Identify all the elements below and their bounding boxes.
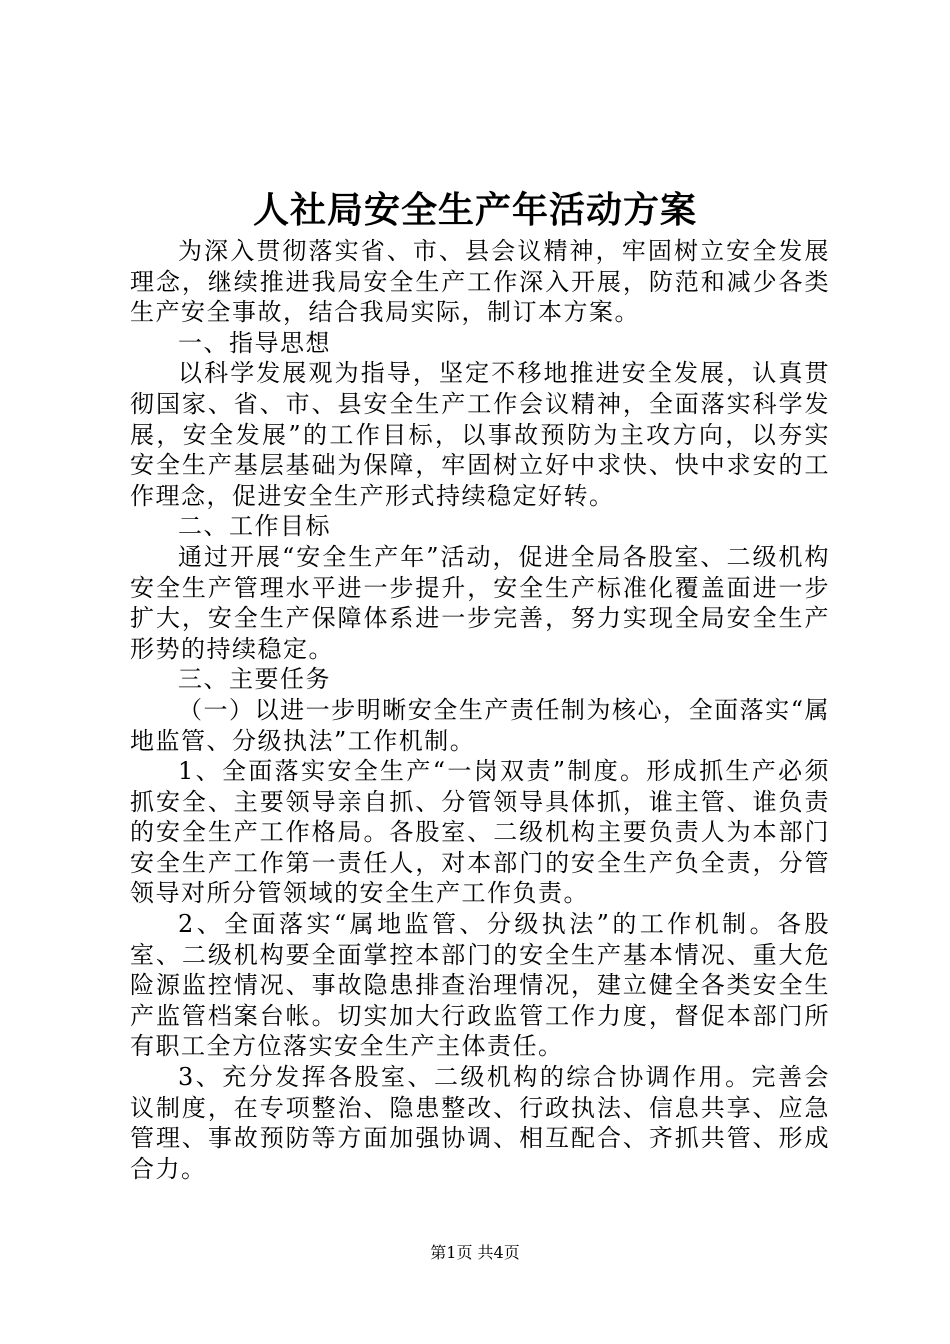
task-item-3: 3、充分发挥各股室、二级机构的综合协调作用。完善会议制度，在专项整治、隐患整改、行政执法、信息共享、应急管理、事故预防等方面加强协调、相互配合、齐抓共管、形成合力。 — [130, 1063, 830, 1183]
section-heading-work-goals: 二、工作目标 — [178, 512, 331, 541]
document-title: 人社局安全生产年活动方案 — [252, 189, 697, 231]
page-footer: 第1页 共4页 — [430, 1243, 520, 1262]
subsection-heading-1: （一）以进一步明晰安全生产责任制为核心，全面落实“属地监管、分级执法”工作机制。 — [130, 695, 830, 755]
intro-paragraph: 为深入贯彻落实省、市、县会议精神，牢固树立安全发展理念，继续推进我局安全生产工作深入开展，防范和减少各类生产安全事故，结合我局实际，制订本方案。 — [130, 237, 830, 327]
work-goals-paragraph: 通过开展“安全生产年”活动，促进全局各股室、二级机构安全生产管理水平进一步提升，安全生产标准化覆盖面进一步扩大，安全生产保障体系进一步完善，努力实现全局安全生产形势的持续稳定。 — [130, 542, 830, 663]
section-heading-main-tasks: 三、主要任务 — [178, 665, 331, 694]
section-heading-guiding-thought: 一、指导思想 — [178, 328, 331, 357]
guiding-thought-paragraph: 以科学发展观为指导，坚定不移地推进安全发展，认真贯彻国家、省、市、县安全生产工作会议精神，全面落实科学发展，安全发展”的工作目标，以事故预防为主攻方向，以夯实安全生产基层基础为保障，牢固树立好中求快、快中求安的工作理念，促进安全生产形式持续稳定好转。 — [130, 359, 830, 510]
document-body — [130, 236, 830, 1184]
task-item-2: 2、全面落实“属地监管、分级执法”的工作机制。各股室、二级机构要全面掌控本部门的安全生产基本情况、重大危险源监控情况、事故隐患排查治理情况，建立健全各类安全生产监管档案台帐。切实加大行政监管工作力度，督促本部门所有职工全方位落实安全生产主体责任。 — [130, 910, 830, 1061]
task-item-1: 1、全面落实安全生产“一岗双责”制度。形成抓生产必须抓安全、主要领导亲自抓、分管领导具体抓，谁主管、谁负责的安全生产工作格局。各股室、二级机构主要负责人为本部门安全生产工作第一责任人，对本部门的安全生产负全责，分管领导对所分管领域的安全生产工作负责。 — [130, 757, 830, 908]
